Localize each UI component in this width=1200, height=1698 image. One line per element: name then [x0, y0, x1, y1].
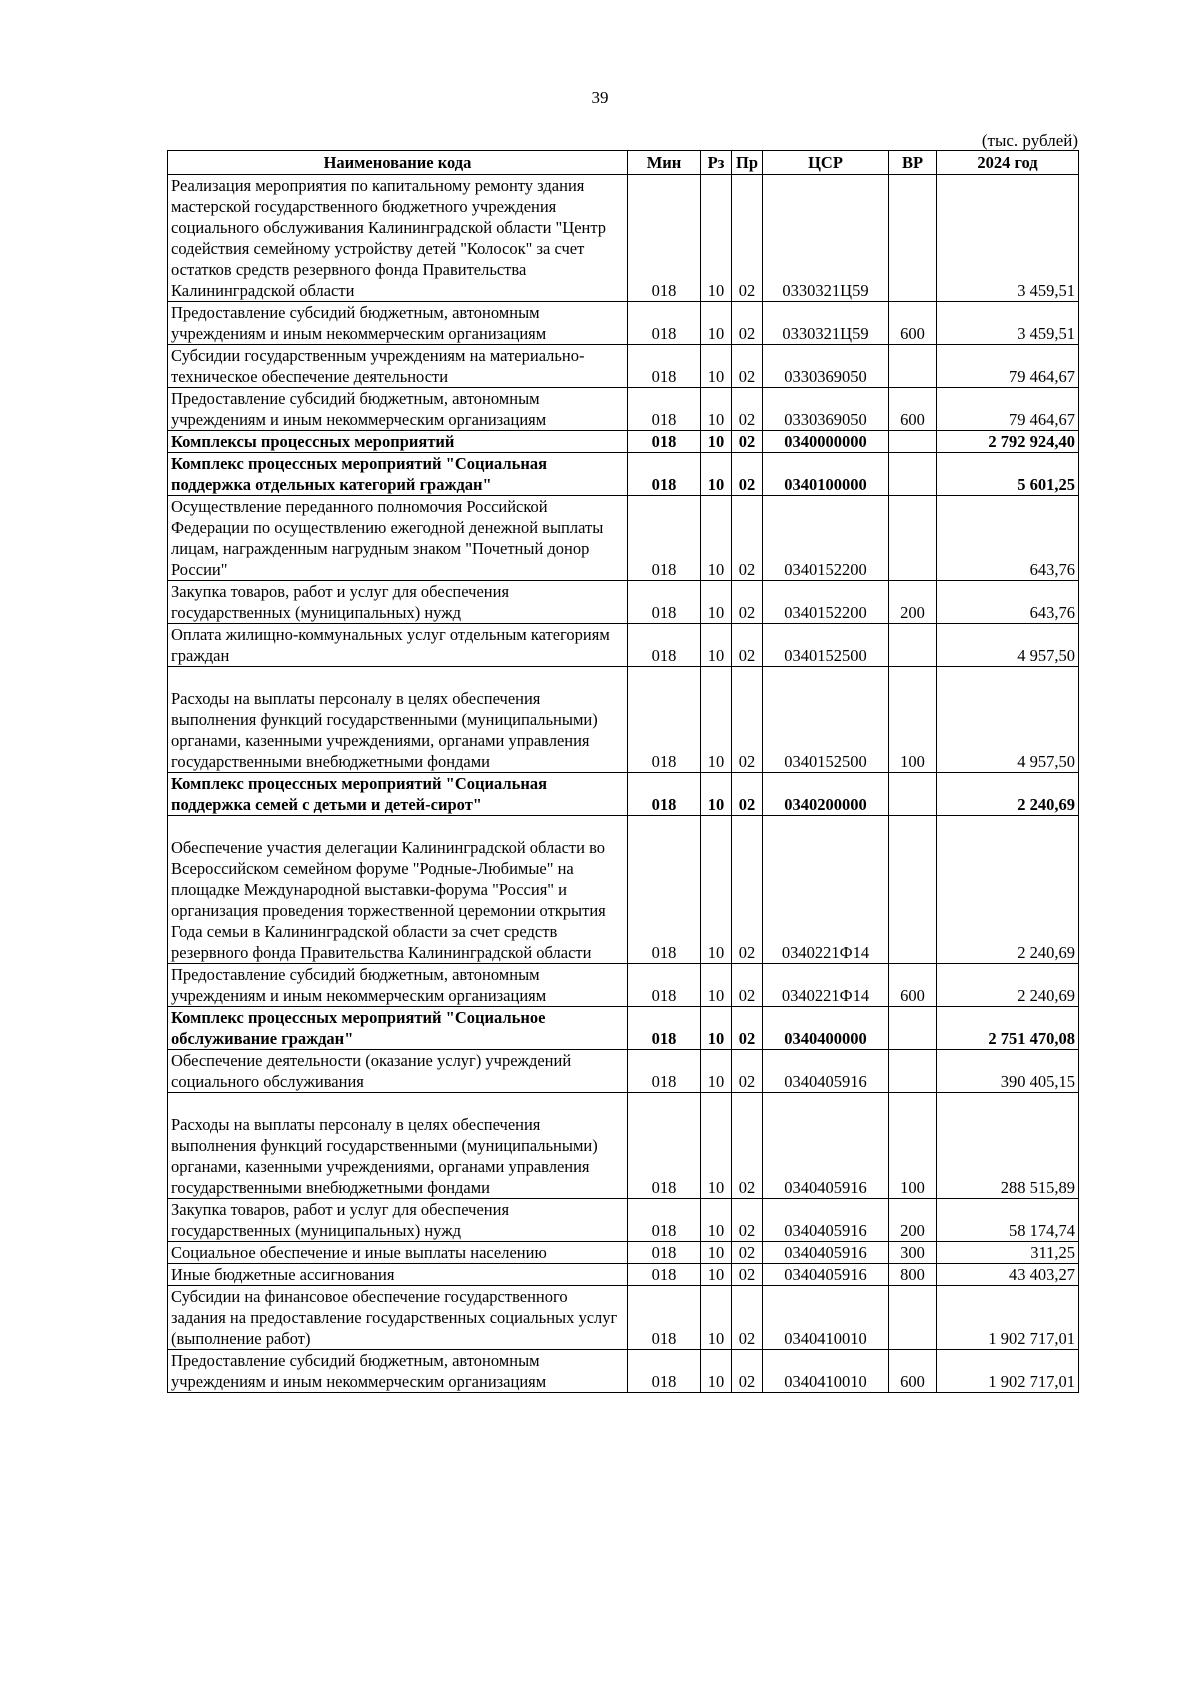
cell-min: 018 [628, 624, 701, 667]
table-row [168, 1007, 1079, 1050]
cell-csr: 0330369050 [763, 388, 889, 431]
cell-vr [889, 453, 937, 496]
cell-vr [889, 496, 937, 581]
cell-csr: 0330369050 [763, 345, 889, 388]
cell-pr: 02 [732, 816, 763, 964]
cell-csr: 0340200000 [763, 773, 889, 816]
cell-vr: 600 [889, 1350, 937, 1393]
cell-pr: 02 [732, 453, 763, 496]
cell-amount: 2 240,69 [937, 773, 1079, 816]
cell-pr: 02 [732, 964, 763, 1007]
cell-amount: 79 464,67 [937, 345, 1079, 388]
budget-table [167, 150, 1079, 1393]
cell-min: 018 [628, 1199, 701, 1242]
cell-csr: 0340221Ф14 [763, 964, 889, 1007]
cell-rz: 10 [701, 1242, 732, 1264]
col-header-pr: Пр [732, 151, 763, 175]
cell-name: Субсидии государственным учреждениям на материально-техническое обеспечение деятельности [168, 345, 628, 388]
cell-rz: 10 [701, 1093, 732, 1199]
cell-pr: 02 [732, 345, 763, 388]
cell-name: Комплекс процессных мероприятий "Социальная поддержка семей с детьми и детей-сирот" [168, 773, 628, 816]
cell-name: Предоставление субсидий бюджетным, автономным учреждениям и иным некоммерческим организациям [168, 1350, 628, 1393]
cell-csr: 0340405916 [763, 1242, 889, 1264]
cell-pr: 02 [732, 1264, 763, 1286]
cell-vr [889, 816, 937, 964]
table-row [168, 175, 1079, 302]
cell-name: Закупка товаров, работ и услуг для обеспечения государственных (муниципальных) нужд [168, 1199, 628, 1242]
cell-rz: 10 [701, 388, 732, 431]
cell-pr: 02 [732, 1242, 763, 1264]
table-body [168, 175, 1079, 1393]
cell-amount: 4 957,50 [937, 624, 1079, 667]
cell-name: Закупка товаров, работ и услуг для обеспечения государственных (муниципальных) нужд [168, 581, 628, 624]
cell-amount: 2 751 470,08 [937, 1007, 1079, 1050]
cell-amount: 4 957,50 [937, 667, 1079, 773]
cell-vr [889, 431, 937, 453]
cell-rz: 10 [701, 431, 732, 453]
cell-min: 018 [628, 1264, 701, 1286]
cell-name: Осуществление переданного полномочия Российской Федерации по осуществлению ежегодной денежной выплаты лицам, награжденным нагрудным знаком "Почетный донор России" [168, 496, 628, 581]
cell-name: Предоставление субсидий бюджетным, автономным учреждениям и иным некоммерческим организациям [168, 388, 628, 431]
cell-csr: 0340405916 [763, 1264, 889, 1286]
table-row [168, 1350, 1079, 1393]
cell-amount: 288 515,89 [937, 1093, 1079, 1199]
cell-csr: 0340405916 [763, 1199, 889, 1242]
cell-amount: 311,25 [937, 1242, 1079, 1264]
cell-min: 018 [628, 964, 701, 1007]
table-row [168, 624, 1079, 667]
cell-csr: 0340410010 [763, 1286, 889, 1350]
cell-min: 018 [628, 581, 701, 624]
cell-csr: 0340152500 [763, 667, 889, 773]
cell-pr: 02 [732, 496, 763, 581]
table-row [168, 431, 1079, 453]
cell-rz: 10 [701, 496, 732, 581]
cell-csr: 0340100000 [763, 453, 889, 496]
cell-csr: 0340400000 [763, 1007, 889, 1050]
cell-name: Комплексы процессных мероприятий [168, 431, 628, 453]
cell-pr: 02 [732, 1007, 763, 1050]
cell-name: Предоставление субсидий бюджетным, автономным учреждениям и иным некоммерческим организациям [168, 964, 628, 1007]
cell-csr: 0340152200 [763, 581, 889, 624]
cell-rz: 10 [701, 1286, 732, 1350]
cell-rz: 10 [701, 1350, 732, 1393]
cell-amount: 390 405,15 [937, 1050, 1079, 1093]
col-header-rz: Рз [701, 151, 732, 175]
table-row [168, 388, 1079, 431]
cell-rz: 10 [701, 1199, 732, 1242]
cell-pr: 02 [732, 1050, 763, 1093]
cell-min: 018 [628, 345, 701, 388]
cell-vr: 800 [889, 1264, 937, 1286]
cell-vr: 100 [889, 1093, 937, 1199]
cell-pr: 02 [732, 624, 763, 667]
cell-min: 018 [628, 1242, 701, 1264]
cell-amount: 79 464,67 [937, 388, 1079, 431]
cell-csr: 0340152200 [763, 496, 889, 581]
table-row [168, 453, 1079, 496]
units-label: (тыс. рублей) [981, 131, 1078, 150]
table-row [168, 1199, 1079, 1242]
cell-rz: 10 [701, 1050, 732, 1093]
cell-name: Иные бюджетные ассигнования [168, 1264, 628, 1286]
cell-min: 018 [628, 431, 701, 453]
table-header-row [168, 151, 1079, 175]
cell-amount: 58 174,74 [937, 1199, 1079, 1242]
cell-rz: 10 [701, 453, 732, 496]
cell-min: 018 [628, 773, 701, 816]
cell-rz: 10 [701, 624, 732, 667]
col-header-min: Мин [628, 151, 701, 175]
cell-csr: 0340405916 [763, 1093, 889, 1199]
cell-min: 018 [628, 1093, 701, 1199]
cell-name: Комплекс процессных мероприятий "Социальное обслуживание граждан" [168, 1007, 628, 1050]
cell-pr: 02 [732, 175, 763, 302]
cell-csr: 0330321Ц59 [763, 302, 889, 345]
cell-vr [889, 175, 937, 302]
cell-min: 018 [628, 667, 701, 773]
cell-pr: 02 [732, 581, 763, 624]
col-header-vr: ВР [889, 151, 937, 175]
cell-pr: 02 [732, 1350, 763, 1393]
cell-name: Оплата жилищно-коммунальных услуг отдельным категориям граждан [168, 624, 628, 667]
cell-amount: 2 240,69 [937, 816, 1079, 964]
cell-rz: 10 [701, 581, 732, 624]
cell-min: 018 [628, 1286, 701, 1350]
cell-csr: 0340405916 [763, 1050, 889, 1093]
cell-name: Расходы на выплаты персоналу в целях обеспечения выполнения функций государственными (муниципальными) органами, казенными учреждениями, органами управления государственными внебюджетными фондами [168, 1093, 628, 1199]
table-row [168, 1286, 1079, 1350]
cell-name: Предоставление субсидий бюджетным, автономным учреждениям и иным некоммерческим организациям [168, 302, 628, 345]
cell-name: Расходы на выплаты персоналу в целях обеспечения выполнения функций государственными (муниципальными) органами, казенными учреждениями, органами управления государственными внебюджетными фондами [168, 667, 628, 773]
cell-pr: 02 [732, 431, 763, 453]
cell-rz: 10 [701, 1264, 732, 1286]
cell-min: 018 [628, 388, 701, 431]
cell-rz: 10 [701, 816, 732, 964]
cell-csr: 0340000000 [763, 431, 889, 453]
cell-pr: 02 [732, 388, 763, 431]
cell-pr: 02 [732, 773, 763, 816]
cell-csr: 0340152500 [763, 624, 889, 667]
table-row [168, 773, 1079, 816]
cell-vr [889, 773, 937, 816]
cell-vr: 200 [889, 581, 937, 624]
cell-pr: 02 [732, 1286, 763, 1350]
cell-rz: 10 [701, 1007, 732, 1050]
cell-amount: 1 902 717,01 [937, 1286, 1079, 1350]
cell-name: Обеспечение участия делегации Калининградской области во Всероссийском семейном форуме "Родные-Любимые" на площадке Международной выставки-форума "Россия" и организация проведения торжественной церемонии открытия Года семьи в Калининградской области за счет средств резервного фонда Правительства Калининградской области [168, 816, 628, 964]
cell-vr: 100 [889, 667, 937, 773]
cell-name: Реализация мероприятия по капитальному ремонту здания мастерской государственного бюджетного учреждения социального обслуживания Калининградской области "Центр содействия семейному устройству детей "Колосок" за счет остатков средств резервного фонда Правительства Калининградской области [168, 175, 628, 302]
cell-pr: 02 [732, 302, 763, 345]
cell-name: Обеспечение деятельности (оказание услуг) учреждений социального обслуживания [168, 1050, 628, 1093]
cell-min: 018 [628, 453, 701, 496]
table-row [168, 964, 1079, 1007]
cell-min: 018 [628, 1007, 701, 1050]
cell-amount: 1 902 717,01 [937, 1350, 1079, 1393]
table-row [168, 1264, 1079, 1286]
cell-rz: 10 [701, 964, 732, 1007]
cell-rz: 10 [701, 175, 732, 302]
page-number: 39 [591, 88, 609, 107]
cell-vr [889, 1286, 937, 1350]
cell-vr: 600 [889, 388, 937, 431]
cell-pr: 02 [732, 1199, 763, 1242]
col-header-name: Наименование кода [168, 151, 628, 175]
cell-min: 018 [628, 302, 701, 345]
table-row [168, 816, 1079, 964]
cell-vr [889, 1050, 937, 1093]
col-header-csr: ЦСР [763, 151, 889, 175]
cell-vr: 200 [889, 1199, 937, 1242]
table-row [168, 302, 1079, 345]
cell-amount: 643,76 [937, 581, 1079, 624]
cell-amount: 643,76 [937, 496, 1079, 581]
cell-csr: 0330321Ц59 [763, 175, 889, 302]
table-row [168, 1050, 1079, 1093]
cell-min: 018 [628, 175, 701, 302]
cell-rz: 10 [701, 773, 732, 816]
table-row [168, 581, 1079, 624]
col-header-amount: 2024 год [937, 151, 1079, 175]
table-row [168, 496, 1079, 581]
cell-amount: 2 240,69 [937, 964, 1079, 1007]
cell-csr: 0340410010 [763, 1350, 889, 1393]
cell-name: Комплекс процессных мероприятий "Социальная поддержка отдельных категорий граждан" [168, 453, 628, 496]
table-row [168, 1242, 1079, 1264]
cell-vr: 600 [889, 964, 937, 1007]
cell-name: Субсидии на финансовое обеспечение государственного задания на предоставление государственных социальных услуг (выполнение работ) [168, 1286, 628, 1350]
cell-min: 018 [628, 1350, 701, 1393]
table-row [168, 345, 1079, 388]
table-row [168, 667, 1079, 773]
cell-vr: 300 [889, 1242, 937, 1264]
cell-pr: 02 [732, 1093, 763, 1199]
cell-amount: 5 601,25 [937, 453, 1079, 496]
cell-amount: 3 459,51 [937, 175, 1079, 302]
cell-name: Социальное обеспечение и иные выплаты населению [168, 1242, 628, 1264]
cell-amount: 2 792 924,40 [937, 431, 1079, 453]
cell-csr: 0340221Ф14 [763, 816, 889, 964]
cell-rz: 10 [701, 667, 732, 773]
cell-min: 018 [628, 1050, 701, 1093]
cell-vr: 600 [889, 302, 937, 345]
cell-min: 018 [628, 496, 701, 581]
cell-rz: 10 [701, 302, 732, 345]
cell-min: 018 [628, 816, 701, 964]
cell-amount: 3 459,51 [937, 302, 1079, 345]
cell-vr [889, 624, 937, 667]
cell-pr: 02 [732, 667, 763, 773]
table-row [168, 1093, 1079, 1199]
cell-amount: 43 403,27 [937, 1264, 1079, 1286]
cell-vr [889, 345, 937, 388]
cell-vr [889, 1007, 937, 1050]
cell-rz: 10 [701, 345, 732, 388]
